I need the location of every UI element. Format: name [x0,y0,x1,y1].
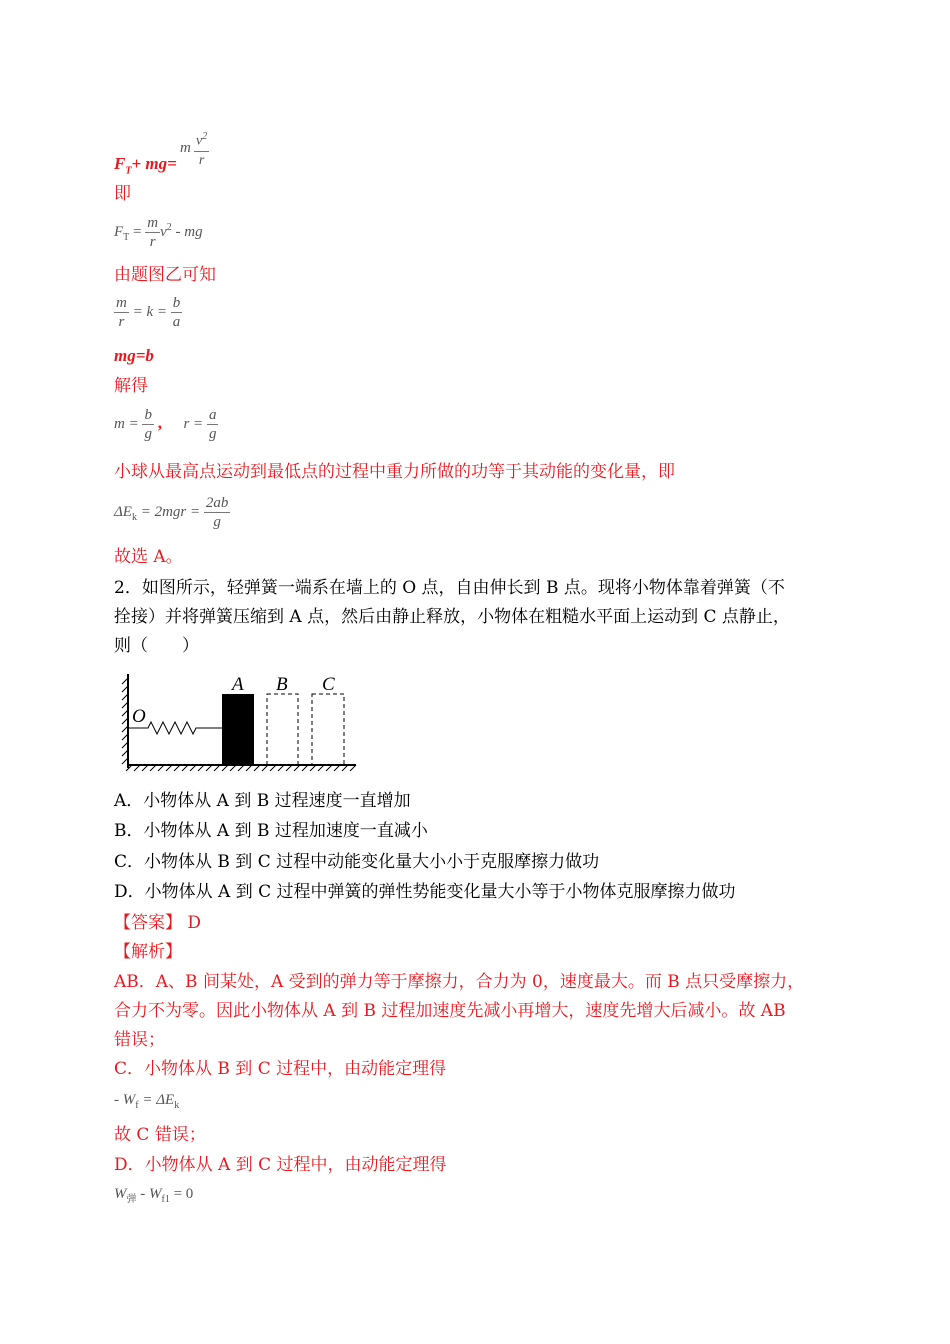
analysis-line-3: 错误； [114,1030,165,1050]
eq-delta-ek [114,494,230,531]
eq-t-sub: T [125,165,132,177]
mr-a: a [172,314,181,330]
ft-sub: T [123,231,130,243]
option-d: D．小物体从 A 到 C 过程中弹簧的弹性势能变化量大小等于小物体克服摩擦力做功 [114,882,736,902]
q2-line3: 则（ ） [114,636,199,656]
option-c: C．小物体从 B 到 C 过程中动能变化量大小小于克服摩擦力做功 [114,852,600,872]
r-g: g [208,426,217,442]
eq-m-r-result [114,406,218,443]
mr-b: b [172,295,181,311]
eqd-rhs: = 0 [173,1186,194,1202]
mr-m: m [116,295,127,311]
eqd-sub2: f1 [161,1194,170,1205]
eqd-w: W [114,1186,127,1202]
eqd-sub1: 弹 [126,1194,137,1205]
ft-lhs: F [114,223,124,240]
d-line: D．小物体从 A 到 C 过程中，由动能定理得 [114,1155,447,1175]
comma: , [157,412,162,432]
analysis-line-1: AB．A、B 间某处，A 受到的弹力等于摩擦力，合力为 0，速度最大。而 B 点只受摩擦力， [114,972,805,992]
m-g: g [144,426,152,442]
ft-fraction [145,214,160,251]
eqc-lhs: - W [114,1092,136,1108]
c-wrong: 故 C 错误； [114,1125,206,1145]
eqc-sub2: k [174,1100,180,1111]
answer: 【答案】 D [114,913,202,933]
text-from-figure: 由题图乙可知 [114,265,216,285]
dek-num: 2ab [205,495,229,511]
text-ji: 即 [114,184,131,204]
ft-r: r [149,234,156,250]
ft-eq: = [133,223,142,240]
dek-den: g [213,514,221,530]
text-solve: 解得 [114,376,148,396]
spring-block-figure [112,668,362,776]
analysis-label: 【解析】 [114,942,182,962]
eq-r: r [198,152,205,168]
mr-r: r [118,314,125,330]
r-a: a [208,407,217,423]
eq-sq: 2 [202,131,208,142]
text-choose: 故选 A。 [114,547,183,567]
option-b: B．小物体从 A 到 B 过程加速度一直减小 [114,821,428,841]
eq-m: m [180,140,191,156]
label-b: B [276,674,288,695]
eqc-sub: f [135,1100,139,1111]
block-c-dashed [312,694,344,765]
label-a: A [232,674,244,695]
analysis-line-4: C．小物体从 B 到 C 过程中，由动能定理得 [114,1059,447,1079]
dek-lhs: ΔE [114,503,132,520]
q2-line1: 2．如图所示，轻弹簧一端系在墙上的 O 点，自由伸长到 B 点。现将小物体靠着弹簧（不 [114,578,785,598]
ft-rest: - mg [175,223,203,240]
eq-c [114,1092,179,1111]
eq-m-over-r [114,294,182,331]
eq-fraction-v2-r [194,128,209,170]
label-c: C [322,674,335,695]
eq-d [114,1186,193,1205]
q2-line2: 拴接）并将弹簧压缩到 A 点，然后由静止释放，小物体在粗糙水平面上运动到 C 点静止， [114,607,790,627]
ft-m: m [147,215,159,231]
m-b: b [144,407,152,423]
block-b-dashed [267,694,298,765]
label-o: O [132,706,146,727]
r-lhs: r = [183,415,204,432]
eqd-mid: - W [140,1186,162,1202]
eqc-rhs: = ΔE [142,1092,175,1108]
text-work: 小球从最高点运动到最低点的过程中重力所做的功等于其动能的变化量，即 [114,462,675,482]
eq-plus-mg: + mg= [131,154,177,173]
text-mg-b: mg=b [114,346,154,365]
option-a: A．小物体从 A 到 B 过程速度一直增加 [114,791,411,811]
mr-k: = k = [132,303,167,320]
dek-mid: = 2mgr = [140,503,201,520]
m-lhs: m = [114,415,139,432]
eq-f: F [114,154,126,173]
eq-v: v [196,133,203,149]
dek-sub: k [131,511,137,523]
eq-ft: $F_T$ = $\frac{m}{r}$ $v^2$ - mg [114,215,203,250]
block-a [222,694,254,765]
analysis-line-2: 合力不为零。因此小物体从 A 到 B 过程加速度先减小再增大，速度先增大后减小。故 AB [114,1001,786,1021]
